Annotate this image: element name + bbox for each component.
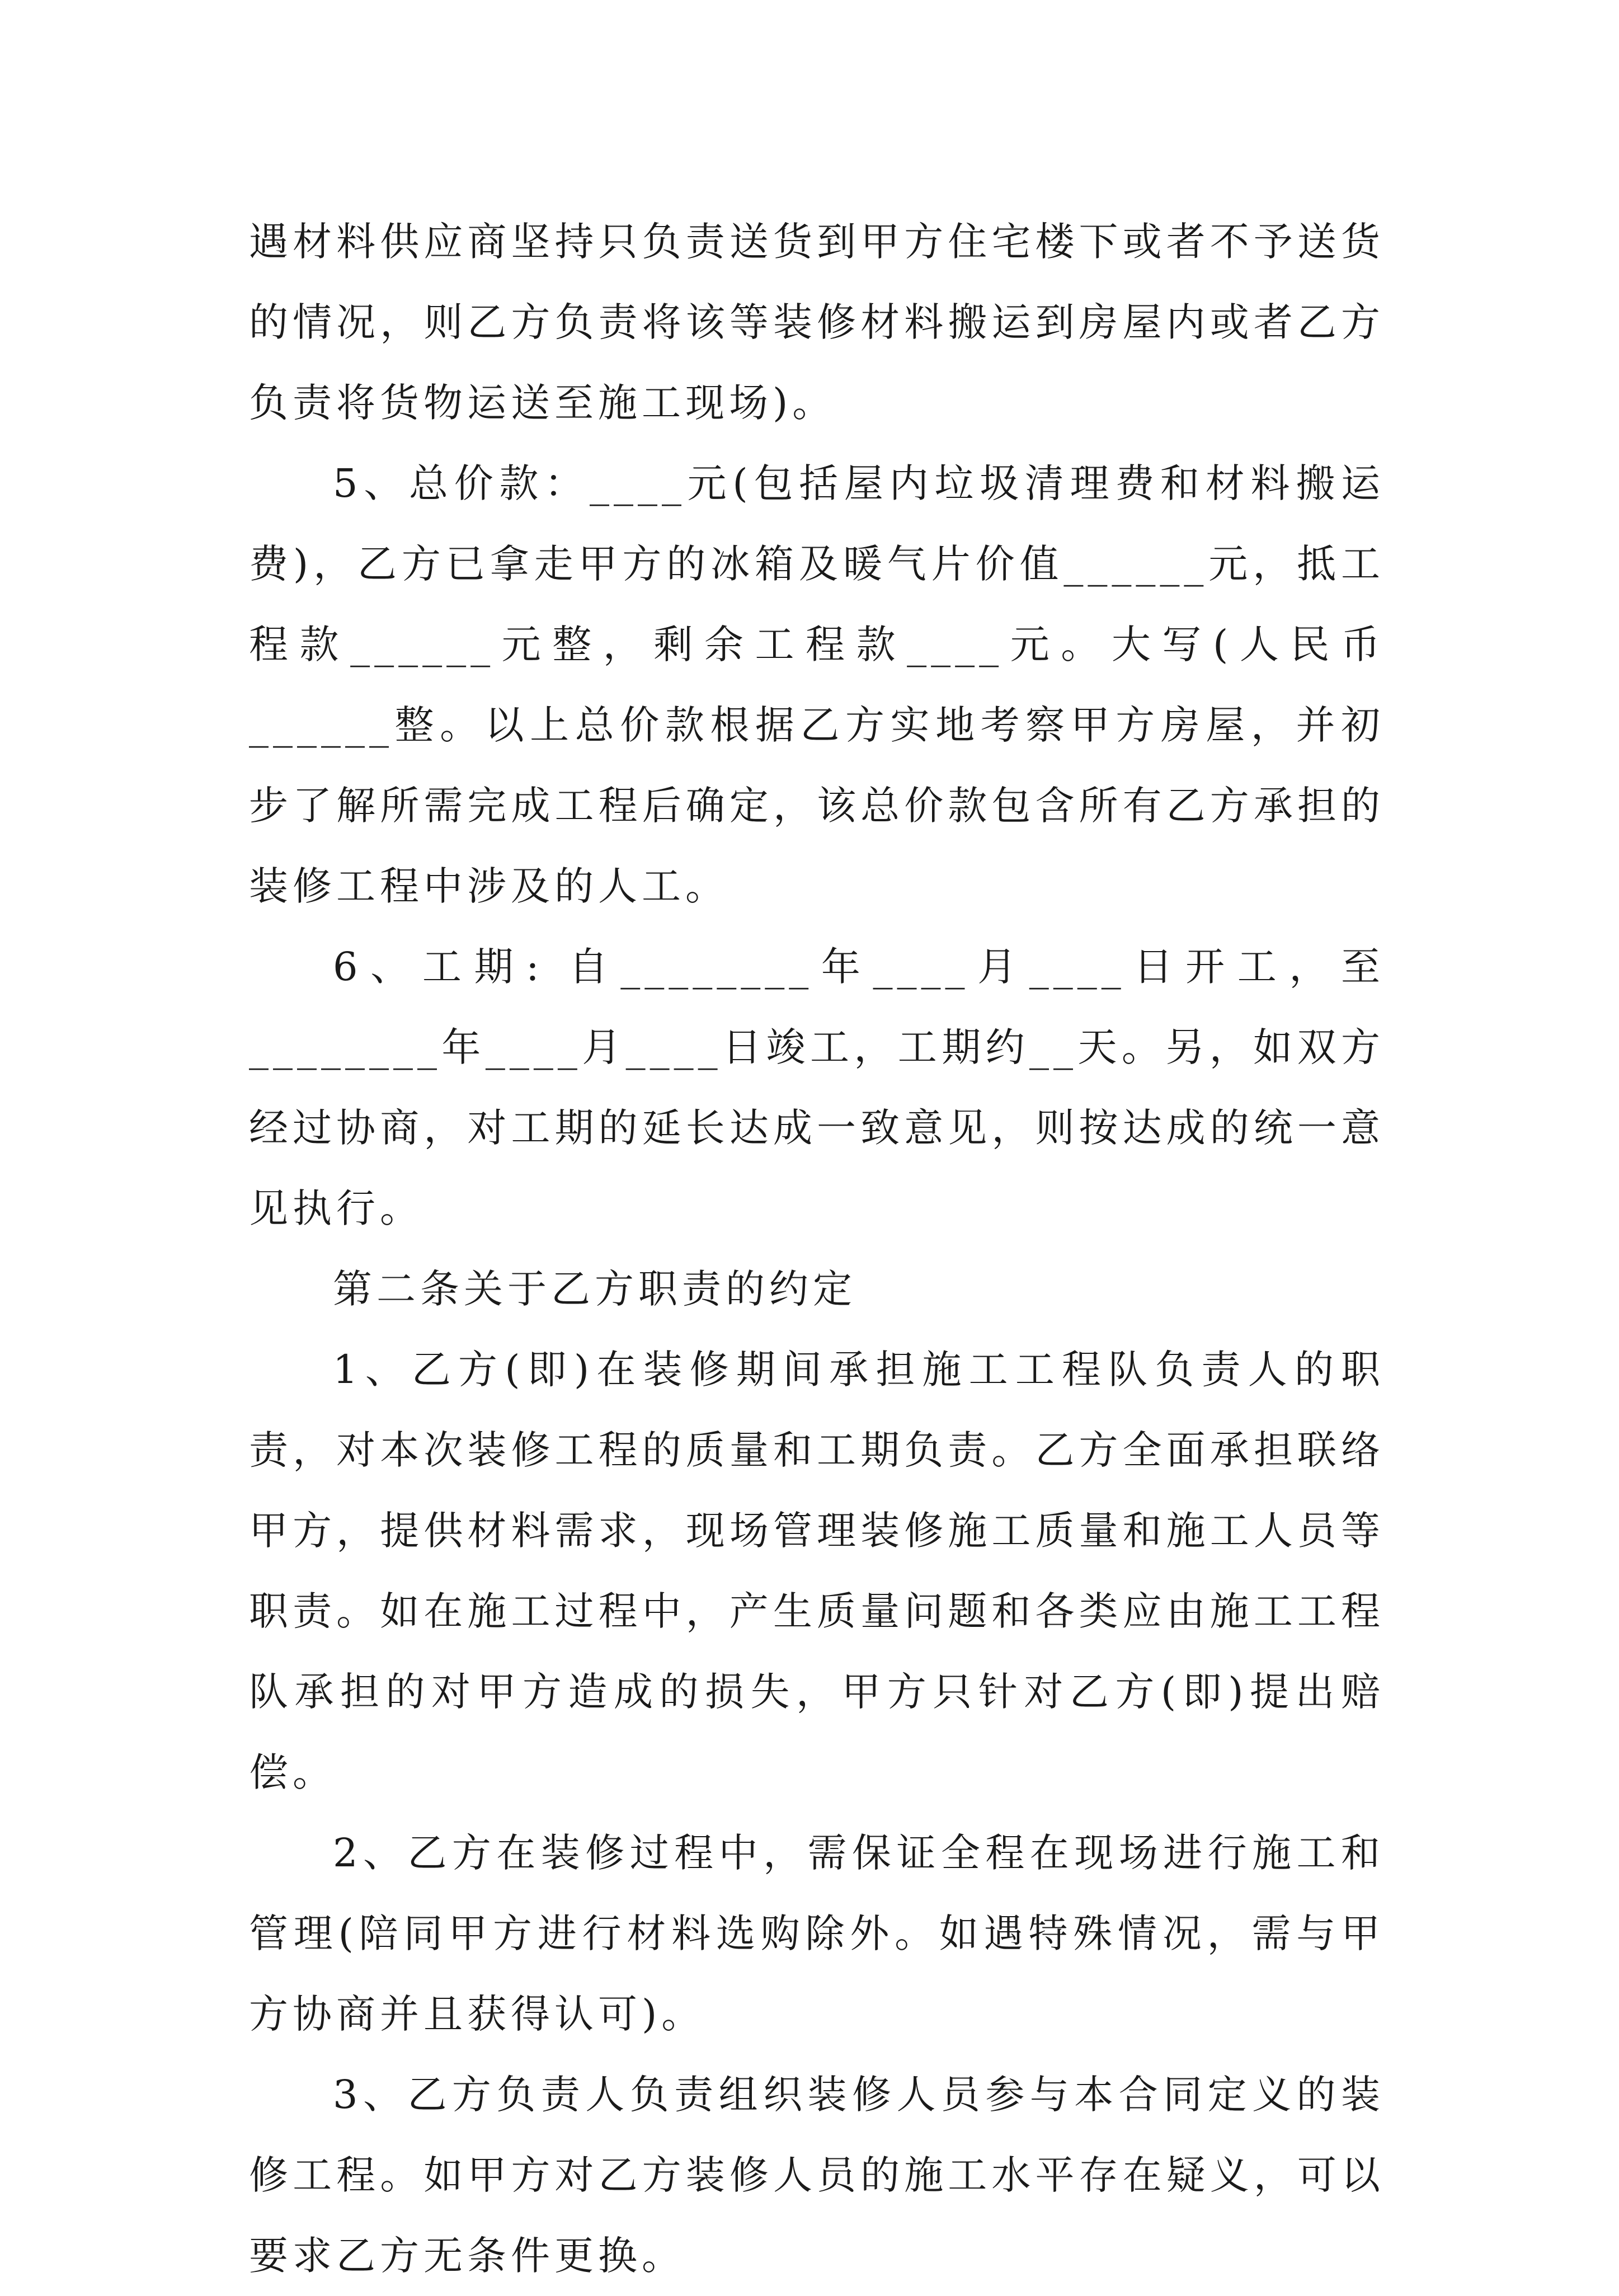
paragraph-continuation: 遇材料供应商坚持只负责送货到甲方住宅楼下或者不予送货的情况，则乙方负责将该等装修材料搬运到房屋内或者乙方负责将货物运送至施工现场)。 <box>249 219 1385 426</box>
document-body <box>249 201 1385 2296</box>
section-heading-article-2: 第二条关于乙方职责的约定 <box>333 1266 856 1312</box>
paragraph-duty-1: 1、乙方(即)在装修期间承担施工工程队负责人的职责，对本次装修工程的质量和工期负责。乙方全面承担联络甲方，提供材料需求，现场管理装修施工质量和施工人员等职责。如在施工过程中，产生质量问题和各类应由施工工程队承担的对甲方造成的损失，甲方只针对乙方(即)提出赔偿。 <box>249 1347 1385 1795</box>
paragraph-total-price: 5、总价款：____元(包括屋内垃圾清理费和材料搬运费)，乙方已拿走甲方的冰箱及暖气片价值______元，抵工程款______元整，剩余工程款____元。大写(人民币______整。以上总价款根据乙方实地考察甲方房屋，并初步了解所需完成工程后确定，该总价款包含所有乙方承担的装修工程中涉及的人工。 <box>249 460 1385 909</box>
paragraph-duty-3: 3、乙方负责人负责组织装修人员参与本合同定义的装修工程。如甲方对乙方装修人员的施工水平存在疑义，可以要求乙方无条件更换。 <box>249 2072 1385 2279</box>
paragraph-duty-2: 2、乙方在装修过程中，需保证全程在现场进行施工和管理(陪同甲方进行材料选购除外。如遇特殊情况，需与甲方协商并且获得认可)。 <box>249 1830 1385 2037</box>
paragraph-construction-period: 6、工期: 自________年____月____日开工，至________年____月____日竣工，工期约__天。另，如双方经过协商，对工期的延长达成一致意见，则按达成的统一意见执行。 <box>249 944 1385 1231</box>
